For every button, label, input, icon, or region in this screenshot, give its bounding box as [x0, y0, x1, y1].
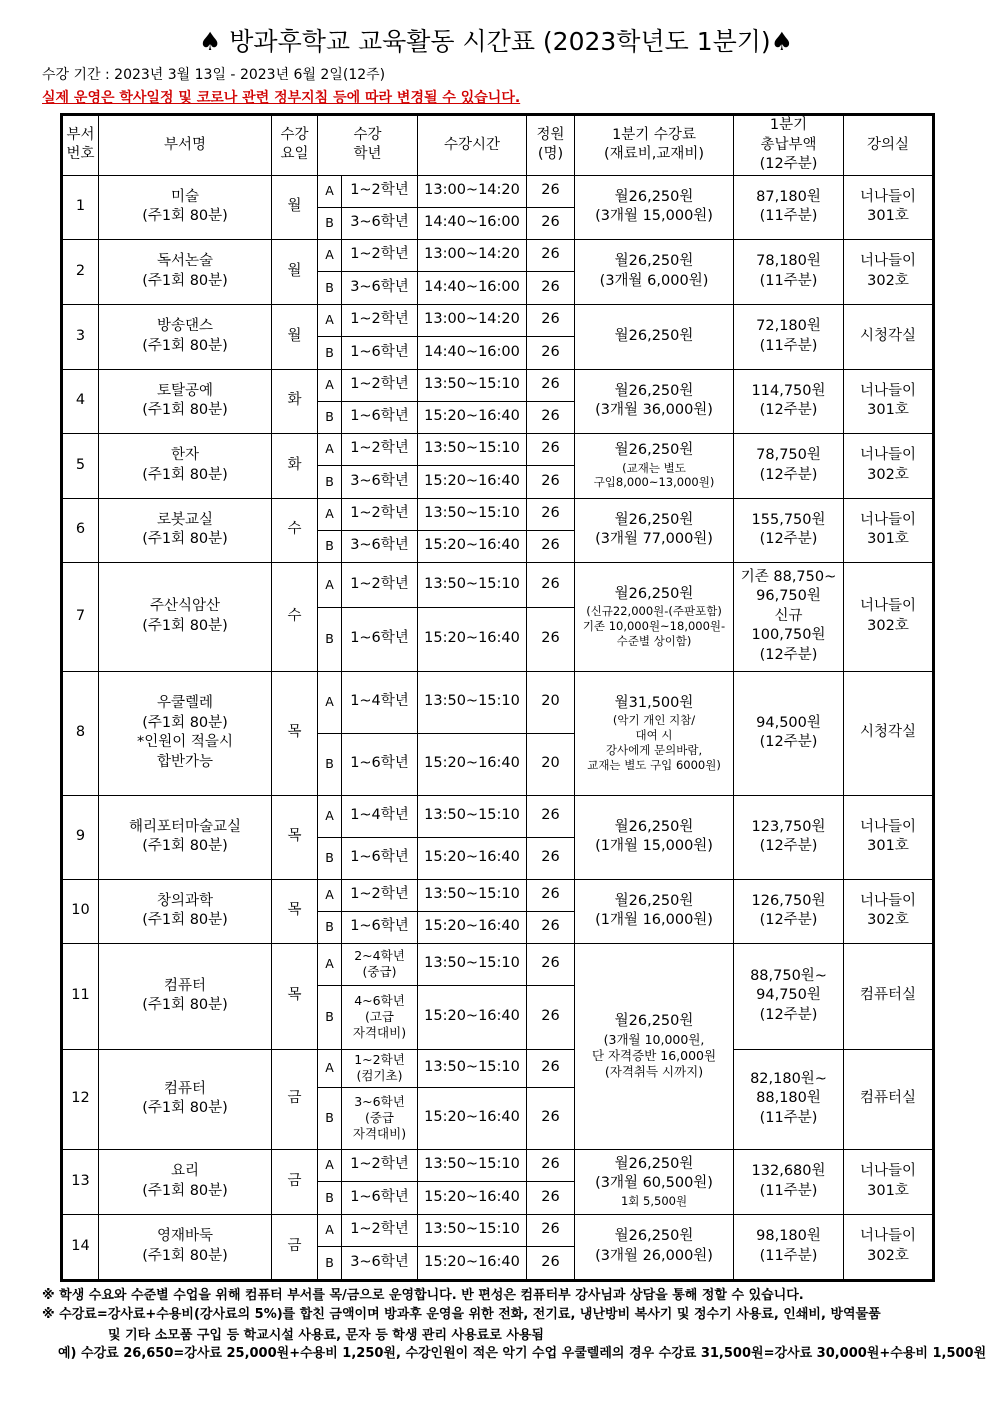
dept-number: 9 — [63, 795, 99, 879]
dept-name: 독서논술 (주1회 80분) — [99, 239, 272, 304]
total-cell: 78,750원 (12주분) — [734, 433, 844, 498]
grade-cell: 1~6학년 — [342, 837, 418, 879]
capacity-cell: 26 — [527, 837, 575, 879]
dept-number: 10 — [63, 879, 99, 943]
room-cell: 너나들이 301호 — [844, 498, 933, 562]
time-cell: 15:20~16:40 — [418, 465, 527, 498]
section-label: B — [318, 530, 342, 562]
grade-cell: 1~2학년 — [342, 562, 418, 607]
fee-cell: 월26,250원 (3개월 77,000원) — [575, 498, 734, 562]
dept-name: 해리포터마술교실 (주1회 80분) — [99, 795, 272, 879]
class-day: 금 — [272, 1149, 318, 1214]
section-label: B — [318, 1181, 342, 1214]
header-grade: 수강 학년 — [318, 116, 418, 176]
section-label: A — [318, 1149, 342, 1181]
dept-name: 컴퓨터 (주1회 80분) — [99, 1049, 272, 1149]
fee-main: 월26,250원 — [614, 441, 694, 458]
time-cell: 13:50~15:10 — [418, 369, 527, 401]
grade-cell: 3~6학년 — [342, 1246, 418, 1279]
header-time: 수강시간 — [418, 116, 527, 176]
time-cell: 13:50~15:10 — [418, 498, 527, 530]
dept-name: 우쿨렐레 (주1회 80분) *인원이 적을시 합반가능 — [99, 671, 272, 795]
capacity-cell: 26 — [527, 985, 575, 1049]
room-cell: 컴퓨터실 — [844, 943, 933, 1049]
fee-cell — [575, 562, 734, 671]
section-label: B — [318, 837, 342, 879]
capacity-cell: 26 — [527, 304, 575, 336]
total-cell: 114,750원 (12주분) — [734, 369, 844, 433]
course-period: 수강 기간 : 2023년 3월 13일 - 2023년 6월 2일(12주) — [42, 67, 386, 83]
capacity-cell: 26 — [527, 562, 575, 607]
grade-cell: 1~4학년 — [342, 795, 418, 837]
dept-name: 요리 (주1회 80분) — [99, 1149, 272, 1214]
grade-cell: 1~6학년 — [342, 607, 418, 671]
page-title: ♠ 방과후학교 교육활동 시간표 (2023학년도 1분기)♠ — [198, 27, 794, 56]
time-cell: 14:40~16:00 — [418, 271, 527, 304]
room-cell: 너나들이 301호 — [844, 1149, 933, 1214]
grade-cell: 3~6학년 — [342, 271, 418, 304]
time-cell: 13:50~15:10 — [418, 1149, 527, 1181]
class-day: 월 — [272, 239, 318, 304]
grade-cell: 1~6학년 — [342, 336, 418, 369]
section-label: B — [318, 207, 342, 239]
grade-cell: 1~2학년 — [342, 369, 418, 401]
capacity-cell: 26 — [527, 879, 575, 911]
total-cell: 기존 88,750~ 96,750원 신규 100,750원 (12주분) — [734, 562, 844, 671]
table-row — [63, 879, 933, 911]
room-cell: 너나들이 301호 — [844, 795, 933, 879]
dept-number: 11 — [63, 943, 99, 1049]
table-row — [63, 498, 933, 530]
grade-cell: 3~6학년 — [342, 530, 418, 562]
capacity-cell: 26 — [527, 607, 575, 671]
section-label: A — [318, 175, 342, 207]
class-day: 수 — [272, 562, 318, 671]
fee-detail: (신규22,000원-(주판포함) 기존 10,000원~18,000원- 수준별 상이함) — [582, 604, 726, 648]
note-line: ※ 수강료=강사료+수용비(강사료의 5%)를 합친 금액이며 방과후 운영을 위한 전화, 전기료, 냉난방비 복사기 및 정수기 사용료, 인쇄비, 방역물품 — [42, 1307, 881, 1322]
fee-cell: 월26,250원 (3개월 6,000원) — [575, 239, 734, 304]
time-cell: 15:20~16:40 — [418, 733, 527, 795]
section-label: A — [318, 369, 342, 401]
fee-main: 월31,500원 — [614, 694, 694, 711]
table-row — [63, 304, 933, 336]
schedule-body — [63, 175, 933, 1279]
class-day: 월 — [272, 304, 318, 369]
room-cell: 너나들이 302호 — [844, 239, 933, 304]
dept-name: 한자 (주1회 80분) — [99, 433, 272, 498]
grade-cell: 1~4학년 — [342, 671, 418, 733]
class-day: 수 — [272, 498, 318, 562]
total-cell: 126,750원 (12주분) — [734, 879, 844, 943]
capacity-cell: 26 — [527, 1087, 575, 1149]
grade-cell: 1~2학년 — [342, 433, 418, 465]
capacity-cell: 26 — [527, 1049, 575, 1087]
fee-cell: 월26,250원 (3개월 36,000원) — [575, 369, 734, 433]
capacity-cell: 26 — [527, 911, 575, 943]
dept-name: 미술 (주1회 80분) — [99, 175, 272, 239]
dept-name: 로봇교실 (주1회 80분) — [99, 498, 272, 562]
dept-name: 영재바둑 (주1회 80분) — [99, 1214, 272, 1279]
fee-cell: 월26,250원 (3개월 15,000원) — [575, 175, 734, 239]
dept-number: 13 — [63, 1149, 99, 1214]
class-day: 목 — [272, 943, 318, 1049]
capacity-cell: 26 — [527, 530, 575, 562]
header-capacity: 정원 (명) — [527, 116, 575, 176]
fee-cell: 월26,250원 (1개월 15,000원) — [575, 795, 734, 879]
time-cell: 15:20~16:40 — [418, 530, 527, 562]
fee-cell: 월26,250원 (1개월 16,000원) — [575, 879, 734, 943]
class-day: 금 — [272, 1049, 318, 1149]
total-cell: 88,750원~ 94,750원 (12주분) — [734, 943, 844, 1049]
time-cell: 13:50~15:10 — [418, 1214, 527, 1246]
fee-detail: (3개월 10,000원, 단 자격증반 16,000원 (자격취득 시까지) — [591, 1031, 717, 1080]
time-cell: 13:50~15:10 — [418, 1049, 527, 1087]
dept-number: 4 — [63, 369, 99, 433]
total-cell: 82,180원~ 88,180원 (11주분) — [734, 1049, 844, 1149]
fee-main: 월26,250원 (3개월 60,500원) — [595, 1155, 713, 1192]
section-label: B — [318, 271, 342, 304]
class-day: 화 — [272, 433, 318, 498]
capacity-cell: 20 — [527, 733, 575, 795]
section-label: B — [318, 1087, 342, 1149]
fee-detail: 1회 5,500원 — [620, 1193, 688, 1208]
class-day: 금 — [272, 1214, 318, 1279]
section-label: B — [318, 911, 342, 943]
grade-cell: 1~2학년 — [342, 304, 418, 336]
table-row — [63, 1149, 933, 1181]
section-label: A — [318, 239, 342, 271]
section-label: A — [318, 671, 342, 733]
capacity-cell: 26 — [527, 175, 575, 207]
grade-cell: 2~4학년 (중급) — [342, 943, 418, 985]
room-cell: 너나들이 302호 — [844, 433, 933, 498]
header-no: 부서 번호 — [63, 116, 99, 176]
dept-number: 14 — [63, 1214, 99, 1279]
dept-name: 창의과학 (주1회 80분) — [99, 879, 272, 943]
time-cell: 14:40~16:00 — [418, 207, 527, 239]
grade-cell: 1~2학년 — [342, 498, 418, 530]
time-cell: 15:20~16:40 — [418, 837, 527, 879]
section-label: A — [318, 1214, 342, 1246]
capacity-cell: 20 — [527, 671, 575, 733]
section-label: A — [318, 943, 342, 985]
section-label: B — [318, 465, 342, 498]
fee-cell: 월26,250원 (3개월 26,000원) — [575, 1214, 734, 1279]
header-total: 1분기 총납부액 (12주분) — [734, 116, 844, 176]
time-cell: 13:50~15:10 — [418, 879, 527, 911]
fee-cell — [575, 671, 734, 795]
grade-cell: 1~2학년 — [342, 1149, 418, 1181]
capacity-cell: 26 — [527, 369, 575, 401]
header-room: 강의실 — [844, 116, 933, 176]
dept-name: 컴퓨터 (주1회 80분) — [99, 943, 272, 1049]
grade-cell: 1~6학년 — [342, 911, 418, 943]
dept-number: 3 — [63, 304, 99, 369]
note-line: 및 기타 소모품 구입 등 학교시설 사용료, 문자 등 학생 관리 사용료로 사용됨 — [108, 1328, 544, 1343]
time-cell: 13:50~15:10 — [418, 943, 527, 985]
time-cell: 13:50~15:10 — [418, 795, 527, 837]
time-cell: 15:20~16:40 — [418, 1087, 527, 1149]
dept-number: 8 — [63, 671, 99, 795]
fee-detail: (교재는 별도 구입8,000~13,000원) — [593, 460, 715, 490]
note-line: ※ 학생 수요와 수준별 수업을 위해 컴퓨터 부서를 목/금으로 운영합니다. 반 편성은 컴퓨터부 강사님과 상담을 통해 정할 수 있습니다. — [42, 1288, 804, 1303]
header-day: 수강 요일 — [272, 116, 318, 176]
capacity-cell: 26 — [527, 465, 575, 498]
header-name: 부서명 — [99, 116, 272, 176]
time-cell: 15:20~16:40 — [418, 911, 527, 943]
capacity-cell: 26 — [527, 207, 575, 239]
fee-cell — [575, 433, 734, 498]
table-row — [63, 795, 933, 837]
room-cell: 너나들이 301호 — [844, 369, 933, 433]
capacity-cell: 26 — [527, 1181, 575, 1214]
capacity-cell: 26 — [527, 1149, 575, 1181]
room-cell: 시청각실 — [844, 304, 933, 369]
dept-number: 6 — [63, 498, 99, 562]
time-cell: 15:20~16:40 — [418, 1181, 527, 1214]
class-day: 목 — [272, 795, 318, 879]
dept-name: 토탈공예 (주1회 80분) — [99, 369, 272, 433]
schedule-table — [62, 115, 933, 1280]
total-cell: 78,180원 (11주분) — [734, 239, 844, 304]
grade-cell: 1~6학년 — [342, 401, 418, 433]
dept-number: 5 — [63, 433, 99, 498]
grade-cell: 3~6학년 — [342, 207, 418, 239]
room-cell: 너나들이 302호 — [844, 562, 933, 671]
time-cell: 13:50~15:10 — [418, 433, 527, 465]
fee-cell-computer — [575, 943, 734, 1149]
class-day: 화 — [272, 369, 318, 433]
dept-name: 주산식암산 (주1회 80분) — [99, 562, 272, 671]
capacity-cell: 26 — [527, 1246, 575, 1279]
capacity-cell: 26 — [527, 433, 575, 465]
change-notice: 실제 운영은 학사일정 및 코로나 관련 정부지침 등에 따라 변경될 수 있습니다. — [42, 90, 521, 106]
table-row — [63, 239, 933, 271]
capacity-cell: 26 — [527, 498, 575, 530]
section-label: A — [318, 879, 342, 911]
time-cell: 13:50~15:10 — [418, 671, 527, 733]
room-cell: 컴퓨터실 — [844, 1049, 933, 1149]
section-label: B — [318, 733, 342, 795]
grade-cell: 1~2학년 — [342, 879, 418, 911]
time-cell: 13:50~15:10 — [418, 562, 527, 607]
grade-cell: 4~6학년 (고급 자격대비) — [342, 985, 418, 1049]
total-cell: 87,180원 (11주분) — [734, 175, 844, 239]
table-row — [63, 943, 933, 985]
dept-name: 방송댄스 (주1회 80분) — [99, 304, 272, 369]
section-label: B — [318, 336, 342, 369]
table-row — [63, 562, 933, 607]
grade-cell: 3~6학년 — [342, 465, 418, 498]
grade-cell: 1~2학년 — [342, 175, 418, 207]
grade-cell: 1~2학년 — [342, 239, 418, 271]
section-label: B — [318, 1246, 342, 1279]
header-fee: 1분기 수강료 (재료비,교재비) — [575, 116, 734, 176]
time-cell: 15:20~16:40 — [418, 1246, 527, 1279]
section-label: A — [318, 498, 342, 530]
note-line: 예) 수강료 26,650=강사료 25,000원+수용비 1,250원, 수강인원이 적은 악기 수업 우쿨렐레의 경우 수강료 31,500원=강사료 30,000원+수용비 1,500원 — [58, 1346, 987, 1361]
total-cell: 94,500원 (12주분) — [734, 671, 844, 795]
section-label: A — [318, 562, 342, 607]
room-cell: 너나들이 302호 — [844, 879, 933, 943]
class-day: 목 — [272, 879, 318, 943]
fee-main: 월26,250원 — [614, 1013, 694, 1030]
grade-cell: 1~2학년 (컴기초) — [342, 1049, 418, 1087]
total-cell: 72,180원 (11주분) — [734, 304, 844, 369]
section-label: A — [318, 304, 342, 336]
time-cell: 13:00~14:20 — [418, 175, 527, 207]
time-cell: 15:20~16:40 — [418, 401, 527, 433]
class-day: 월 — [272, 175, 318, 239]
grade-cell: 1~2학년 — [342, 1214, 418, 1246]
table-row — [63, 1049, 933, 1087]
capacity-cell: 26 — [527, 336, 575, 369]
capacity-cell: 26 — [527, 271, 575, 304]
dept-number: 2 — [63, 239, 99, 304]
total-cell: 132,680원 (11주분) — [734, 1149, 844, 1214]
fee-cell: 월26,250원 — [575, 304, 734, 369]
time-cell: 15:20~16:40 — [418, 607, 527, 671]
room-cell: 시청각실 — [844, 671, 933, 795]
capacity-cell: 26 — [527, 1214, 575, 1246]
fee-cell — [575, 1149, 734, 1214]
time-cell: 13:00~14:20 — [418, 304, 527, 336]
grade-cell: 1~6학년 — [342, 1181, 418, 1214]
time-cell: 14:40~16:00 — [418, 336, 527, 369]
table-row — [63, 671, 933, 733]
capacity-cell: 26 — [527, 943, 575, 985]
dept-number: 12 — [63, 1049, 99, 1149]
time-cell: 15:20~16:40 — [418, 985, 527, 1049]
grade-cell: 1~6학년 — [342, 733, 418, 795]
capacity-cell: 26 — [527, 795, 575, 837]
section-label: A — [318, 433, 342, 465]
table-row — [63, 433, 933, 465]
capacity-cell: 26 — [527, 239, 575, 271]
time-cell: 13:00~14:20 — [418, 239, 527, 271]
table-row — [63, 175, 933, 207]
capacity-cell: 26 — [527, 401, 575, 433]
room-cell: 너나들이 302호 — [844, 1214, 933, 1279]
total-cell: 155,750원 (12주분) — [734, 498, 844, 562]
fee-main: 월26,250원 — [614, 585, 694, 602]
dept-number: 7 — [63, 562, 99, 671]
section-label: B — [318, 985, 342, 1049]
table-row — [63, 369, 933, 401]
room-cell: 너나들이 301호 — [844, 175, 933, 239]
class-day: 목 — [272, 671, 318, 795]
fee-detail: (악기 개인 지참/ 대여 시 강사에게 문의바람, 교재는 별도 구입 6000원) — [587, 713, 721, 772]
total-cell: 123,750원 (12주분) — [734, 795, 844, 879]
section-label: B — [318, 607, 342, 671]
grade-cell: 3~6학년 (중급 자격대비) — [342, 1087, 418, 1149]
section-label: A — [318, 795, 342, 837]
section-label: B — [318, 401, 342, 433]
dept-number: 1 — [63, 175, 99, 239]
table-row — [63, 1214, 933, 1246]
total-cell: 98,180원 (11주분) — [734, 1214, 844, 1279]
section-label: A — [318, 1049, 342, 1087]
